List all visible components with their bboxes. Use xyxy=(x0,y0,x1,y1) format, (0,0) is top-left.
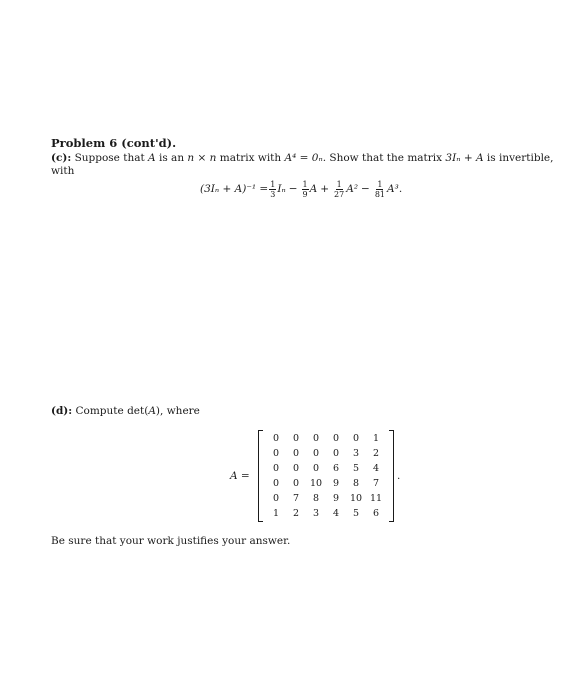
matrix-row xyxy=(266,446,386,461)
matrix-row xyxy=(266,491,386,506)
part-d-text: Compute det( xyxy=(75,405,149,417)
matrix-entry: 2 xyxy=(292,508,300,519)
matrix-entry: 5 xyxy=(352,463,360,474)
matrix-entry: 0 xyxy=(292,478,300,489)
matrix-entry: 0 xyxy=(272,433,280,444)
matrix-entry: 4 xyxy=(332,508,340,519)
part-d-text-2: ), where xyxy=(155,405,200,417)
part-c-label: (c): xyxy=(51,152,72,164)
matrix-entry: 5 xyxy=(352,508,360,519)
operator-1: − xyxy=(288,183,298,195)
matrix-row xyxy=(266,506,386,521)
matrix-entry: 0 xyxy=(292,463,300,474)
matrix-entry: 0 xyxy=(272,463,280,474)
closing-instruction: Be sure that your work justifies your answer. xyxy=(51,535,291,547)
part-c-text-3: matrix with xyxy=(219,152,282,164)
matrix-entry: 6 xyxy=(372,508,380,519)
matrix-entry: 0 xyxy=(312,433,320,444)
matrix-entry: 2 xyxy=(372,448,380,459)
matrix-entry: 4 xyxy=(372,463,380,474)
fraction-term-2: $\frac{1}{9}$ xyxy=(302,179,308,199)
operator-2: + xyxy=(320,183,330,195)
part-c-condition: A⁴ = 0ₙ. xyxy=(284,152,327,164)
matrix-entry: 0 xyxy=(332,433,340,444)
problem-title: Problem 6 (cont'd). xyxy=(51,136,177,150)
matrix-entry: 7 xyxy=(372,478,380,489)
matrix-row xyxy=(266,461,386,476)
part-c-expression: 3Iₙ + A xyxy=(445,152,484,164)
matrix-entry: 0 xyxy=(312,448,320,459)
term-2-var: A xyxy=(309,183,318,195)
inverse-equation xyxy=(200,174,402,204)
matrix-entry: 0 xyxy=(272,478,280,489)
part-c-statement xyxy=(51,151,581,165)
matrix-entry: 8 xyxy=(312,493,320,504)
part-c-text-1: Suppose that xyxy=(74,152,145,164)
matrix-label: A = xyxy=(230,470,250,482)
matrix-entry: 3 xyxy=(352,448,360,459)
matrix-entry: 0 xyxy=(272,448,280,459)
part-c-with: with xyxy=(51,165,75,177)
matrix-entry: 6 xyxy=(332,463,340,474)
part-c-text-5: is invertible, xyxy=(486,152,554,164)
term-1-var: Iₙ xyxy=(277,183,286,195)
part-d-var: A xyxy=(148,405,156,417)
matrix-entry: 1 xyxy=(372,433,380,444)
matrix-entry: 9 xyxy=(332,478,340,489)
fraction-term-4: $\frac{1}{81}$ xyxy=(374,179,386,199)
part-c-dimension: n × n xyxy=(187,152,217,164)
matrix-a xyxy=(258,430,394,522)
matrix-entry: 9 xyxy=(332,493,340,504)
matrix-entry: 11 xyxy=(369,493,383,504)
matrix-entry: 8 xyxy=(352,478,360,489)
fraction-term-3: $\frac{1}{27}$ xyxy=(334,179,345,199)
part-c-text-4: Show that the matrix xyxy=(329,152,443,164)
matrix-entry: 0 xyxy=(312,463,320,474)
matrix-entry: 0 xyxy=(292,448,300,459)
matrix-entry: 0 xyxy=(272,493,280,504)
matrix-entry: 0 xyxy=(352,433,360,444)
matrix-end-period: . xyxy=(397,470,401,482)
matrix-entry: 10 xyxy=(349,493,363,504)
part-d-label: (d): xyxy=(51,405,73,417)
right-bracket xyxy=(389,430,394,522)
matrix-row xyxy=(266,476,386,491)
matrix-entry: 10 xyxy=(309,478,323,489)
term-3-var: A² xyxy=(346,183,359,195)
part-c-var-a: A xyxy=(148,152,156,164)
matrix-entry: 0 xyxy=(292,433,300,444)
part-c-text-2: is an xyxy=(158,152,185,164)
matrix-entry: 3 xyxy=(312,508,320,519)
equation-lhs: (3Iₙ + A)⁻¹ = xyxy=(200,183,269,195)
left-bracket xyxy=(258,430,263,522)
matrix-entries xyxy=(266,431,386,521)
matrix-entry: 7 xyxy=(292,493,300,504)
matrix-row xyxy=(266,431,386,446)
fraction-term-1: $\frac{1}{3}$ xyxy=(270,179,276,199)
matrix-entry: 1 xyxy=(272,508,280,519)
term-4-var: A³. xyxy=(387,183,403,195)
matrix-entry: 0 xyxy=(332,448,340,459)
operator-3: − xyxy=(361,183,370,195)
part-d-statement xyxy=(51,405,200,417)
